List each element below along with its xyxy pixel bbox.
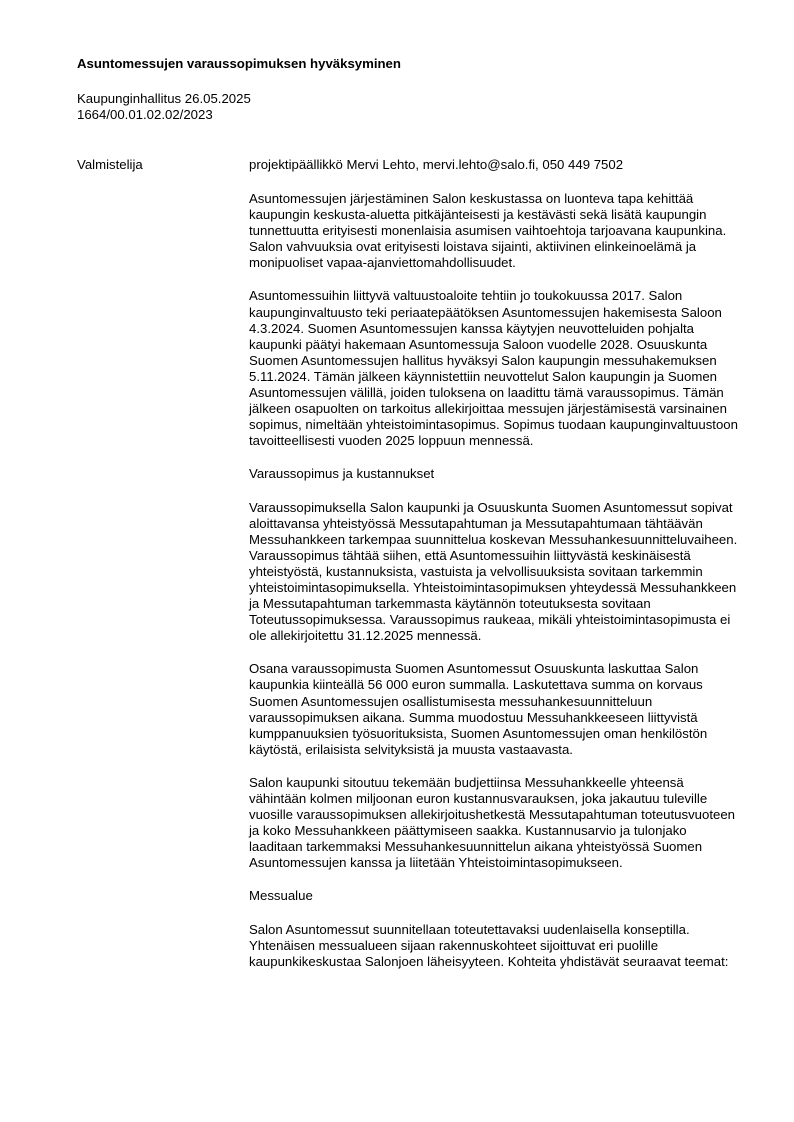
preparer-value: projektipäällikkö Mervi Lehto, mervi.lehto@salo.fi, 050 449 7502 [249,157,624,172]
paragraph-background: Asuntomessuihin liittyvä valtuustoaloite tehtiin jo toukokuussa 2017. Salon kaupunginvaltuusto teki periaatepäätöksen Asuntomessujen hakemisesta Saloon 4.3.2024. Suomen Asuntomessujen kanssa käytyjen neuvotteluiden pohjalta kaupunki päätyi hakemaan Asuntomessuja Saloon vuodelle 2028. Osuuskunta Suomen Asuntomessujen hallitus hyväksyi Salon kaupungin messuhakemuksen 5.11.2024. Tämän jälkeen käynnistettiin neuvottelut Salon kaupungin ja Suomen Asuntomessujen välillä, joiden tuloksena on laadittu tämä varaussopimus. Tämän jälkeen osapuolten on tarkoitus allekirjoittaa messujen järjestämisestä varsinainen sopimus, nimeltään yhteistoimintasopimus. Sopimus tuodaan kaupunginvaltuustoon tavoitteellisesti vuoden 2025 loppuun mennessä. [249,288,738,449]
paragraph-billing: Osana varaussopimusta Suomen Asuntomessut Osuuskunta laskuttaa Salon kaupunkia kiinteällä 56 000 euron summalla. Laskutettava summa on korvaus Suomen Asuntomessujen osallistumisesta messuhankesuunnitteluun varaussopimuksen aikana. Summa muodostuu Messuhankkeeseen liittyvistä kumppanuuksien työsuorituksista, Suomen Asuntomessujen oman henkilöstön käytöstä, erilaisista selvityksistä ja muusta vastaavasta. [249,661,708,757]
record-number: 1664/00.01.02.02/2023 [77,107,213,122]
paragraph-intro: Asuntomessujen järjestäminen Salon keskustassa on luonteva tapa kehittää kaupungin keskusta-aluetta pitkäjänteisesti ja kestävästi sekä lisätä kaupungin tunnettuutta erityisesti monenlaisia asumisen vaihtoehtoja tarjoavana kaupunkina. Salon vahvuuksia ovat erityisesti loistava sijainti, aktiivinen elinkeinoelämä ja monipuoliset vapaa-ajanviettomahdollisuudet. [249,191,727,271]
document-title: Asuntomessujen varaussopimuksen hyväksyminen [77,56,401,71]
paragraph-area: Salon Asuntomessut suunnitellaan toteutettavaksi uudenlaisella konseptilla. Yhtenäisen messualueen sijaan rakennuskohteet sijoittuvat eri puolille kaupunkikeskustaa Salonjoen läheisyyteen. Kohteita yhdistävät seuraavat teemat: [249,921,729,969]
meeting-info: Kaupunginhallitus 26.05.2025 [77,91,251,106]
paragraph-agreement: Varaussopimuksella Salon kaupunki ja Osuuskunta Suomen Asuntomessut sopivat aloittavansa yhteistyössä Messutapahtuman ja Messutapahtumaan tähtäävän Messuhankkeen tarkempaa suunnittelua koskevan Messuhankesuunnitteluvaiheen. Varaussopimus tähtää siihen, että Asuntomessuihin liittyvästä keskinäisestä yhteistyöstä, kustannuksista, vastuista ja velvollisuuksista sovitaan tarkemmin yhteistoimintasopimuksella. Yhteistoimintasopimuksen yhteydessä Messuhankkeen ja Messutapahtuman tarkemmasta käytännön toteutuksesta sovitaan Toteutussopimuksessa. Varaussopimus raukeaa, mikäli yhteistoimintasopimusta ei ole allekirjoitettu 31.12.2025 mennessä. [249,499,738,644]
document-body [249,191,741,987]
paragraph-budget: Salon kaupunki sitoutuu tekemään budjettiinsa Messuhankkeelle yhteensä vähintään kolmen miljoonan euron kustannusvarauksen, joka jakautuu tuleville vuosille varaussopimuksen allekirjoitushetkestä Messutapahtuman toteutusvuoteen ja koko Messuhankkeen päättymiseen saakka. Kustannusarvio ja tulonjako laaditaan tarkemmaksi Messuhankesuunnittelun aikana yhteistyössä Suomen Asuntomessujen kanssa ja liitetään Yhteistoimintasopimukseen. [249,774,736,871]
section-heading-costs: Varaussopimus ja kustannukset [249,466,435,482]
preparer-label: Valmistelija [77,157,143,172]
document-meta [77,91,251,123]
section-heading-area: Messualue [249,888,313,904]
